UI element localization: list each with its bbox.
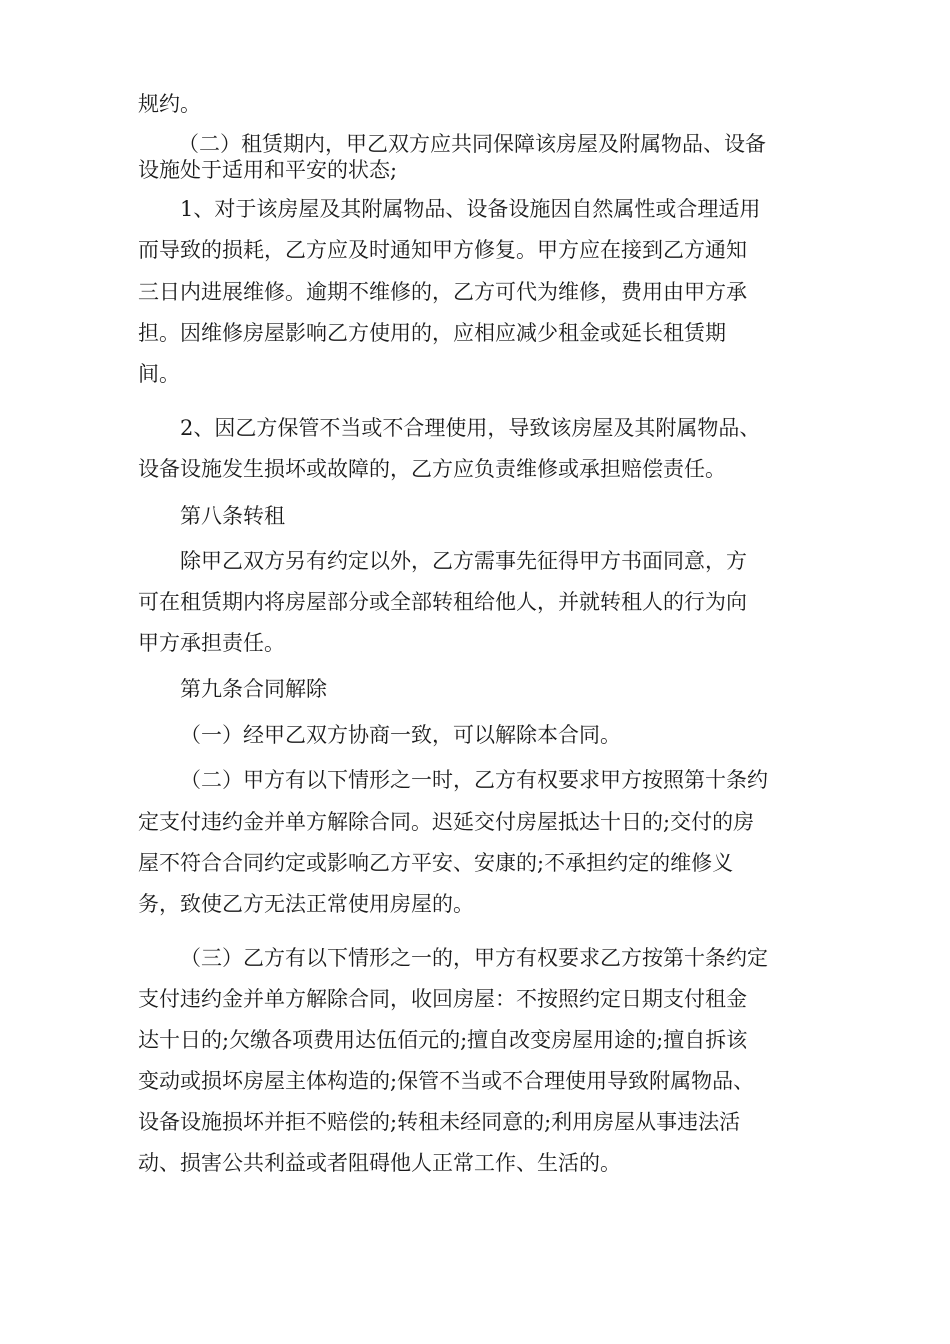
text-line: 支付违约金并单方解除合同，收回房屋：不按照约定日期支付租金 — [138, 987, 747, 1011]
text-line: 可在租赁期内将房屋部分或全部转租给他人，并就转租人的行为向 — [138, 590, 747, 614]
text-line: （三）乙方有以下情形之一的，甲方有权要求乙方按第十条约定 — [180, 946, 768, 970]
text-line: 定支付违约金并单方解除合同。迟延交付房屋抵达十日的;交付的房 — [138, 810, 755, 834]
text-line: 2、因乙方保管不当或不合理使用，导致该房屋及其附属物品、 — [180, 416, 761, 440]
text-line: 规约。 — [138, 92, 201, 116]
text-line: 三日内进展维修。逾期不维修的，乙方可代为维修，费用由甲方承 — [138, 280, 747, 304]
text-line: 除甲乙双方另有约定以外，乙方需事先征得甲方书面同意，方 — [180, 549, 747, 573]
text-line: 屋不符合合同约定或影响乙方平安、安康的;不承担约定的维修义 — [138, 851, 734, 875]
text-line: （二）甲方有以下情形之一时，乙方有权要求甲方按照第十条约 — [180, 768, 768, 792]
text-line: 1、对于该房屋及其附属物品、设备设施因自然属性或合理适用 — [180, 197, 761, 221]
text-line: 动、损害公共利益或者阻碍他人正常工作、生活的。 — [138, 1151, 621, 1175]
text-line: 设备设施发生损坏或故障的，乙方应负责维修或承担赔偿责任。 — [138, 457, 726, 481]
text-line: 务，致使乙方无法正常使用房屋的。 — [138, 892, 474, 916]
section-heading: 第八条转租 — [180, 504, 285, 528]
text-line: 担。因维修房屋影响乙方使用的，应相应减少租金或延长租赁期 — [138, 321, 726, 345]
text-line: 甲方承担责任。 — [138, 631, 285, 655]
section-heading: 第九条合同解除 — [180, 677, 327, 701]
text-line: 间。 — [138, 362, 180, 386]
text-line: 设施处于适用和平安的状态; — [138, 158, 398, 182]
text-line: 达十日的;欠缴各项费用达伍佰元的;擅自改变房屋用途的;擅自拆该 — [138, 1028, 748, 1052]
text-line: （一）经甲乙双方协商一致，可以解除本合同。 — [180, 723, 621, 747]
text-line: 而导致的损耗，乙方应及时通知甲方修复。甲方应在接到乙方通知 — [138, 238, 747, 262]
text-line: 设备设施损坏并拒不赔偿的;转租未经同意的;利用房屋从事违法活 — [138, 1110, 741, 1134]
text-line: 变动或损坏房屋主体构造的;保管不当或不合理使用导致附属物品、 — [138, 1069, 755, 1093]
text-line: （二）租赁期内，甲乙双方应共同保障该房屋及附属物品、设备 — [178, 132, 766, 156]
